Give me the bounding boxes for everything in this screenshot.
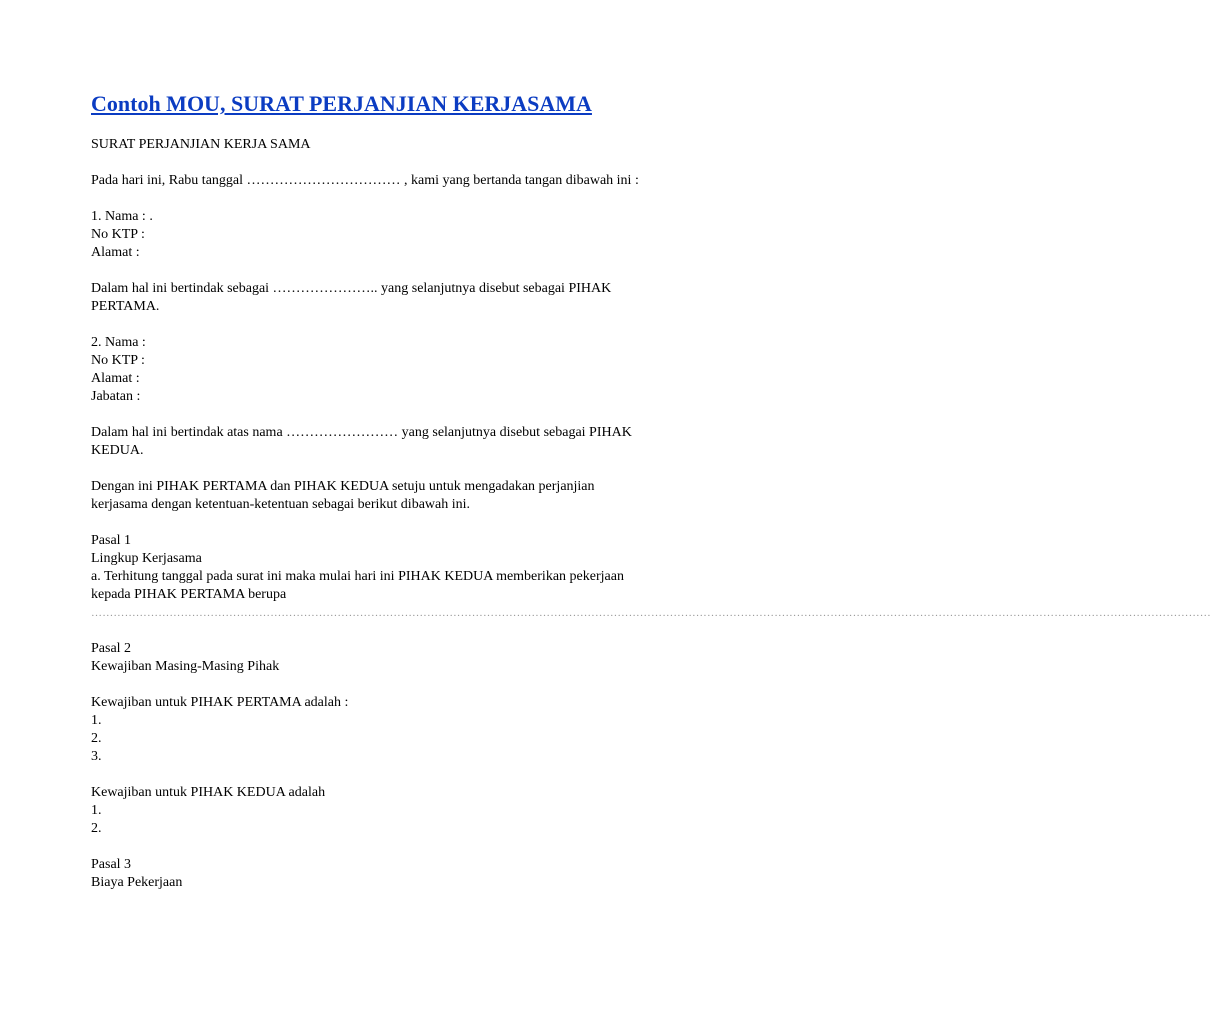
spacer [91, 622, 691, 640]
pasal-3-label: Pasal 3 [91, 857, 132, 872]
party-one-alamat: Alamat : [91, 245, 140, 260]
party-two-statement-line1: Dalam hal ini bertindak atas nama …………………… yang selanjutnya disebut sebagai PIHAK [91, 425, 632, 440]
pasal-1-dots: ………………………………………………………………………………………………………………………………………………………………………………………………………………………………………………………………………… [91, 607, 1211, 619]
party-one-ktp: No KTP : [91, 227, 145, 242]
party-two-alamat: Alamat : [91, 371, 140, 386]
agreement-line2: kerjasama dengan ketentuan-ketentuan sebagai berikut dibawah ini. [91, 497, 471, 512]
pasal-2-pertama-item: 1. [91, 713, 102, 728]
pasal-2-section [91, 640, 691, 838]
pasal-2-pertama-item: 2. [91, 731, 102, 746]
party-one-nama: 1. Nama : . [91, 209, 153, 224]
pasal-2-kedua-item: 1. [91, 803, 102, 818]
pasal-3-section [91, 856, 691, 892]
spacer [91, 460, 691, 478]
spacer [91, 766, 691, 784]
party-two-jabatan: Jabatan : [91, 389, 141, 404]
pasal-2-kedua-heading: Kewajiban untuk PIHAK KEDUA adalah [91, 785, 326, 800]
pasal-1-item-a-line2: kepada PIHAK PERTAMA berupa [91, 587, 287, 602]
spacer [91, 676, 691, 694]
party-two-nama: 2. Nama : [91, 335, 146, 350]
spacer [91, 190, 691, 208]
pasal-3-title: Biaya Pekerjaan [91, 875, 183, 890]
party-one-block [91, 208, 691, 262]
spacer [91, 154, 691, 172]
party-two-statement-line2: KEDUA. [91, 443, 144, 458]
intro-text: Pada hari ini, Rabu tanggal …………………………… , kami yang bertanda tangan dibawah ini : [91, 173, 639, 188]
pasal-2-kedua-item: 2. [91, 821, 102, 836]
spacer [91, 514, 691, 532]
pasal-2-pertama-heading: Kewajiban untuk PIHAK PERTAMA adalah : [91, 695, 349, 710]
pasal-1-title: Lingkup Kerjasama [91, 551, 202, 566]
spacer [91, 316, 691, 334]
party-one-statement-line2: PERTAMA. [91, 299, 160, 314]
spacer [91, 406, 691, 424]
pasal-2-label: Pasal 2 [91, 641, 132, 656]
pasal-2-pertama-item: 3. [91, 749, 102, 764]
spacer [91, 838, 691, 856]
spacer [91, 262, 691, 280]
agreement-line1: Dengan ini PIHAK PERTAMA dan PIHAK KEDUA setuju untuk mengadakan perjanjian [91, 479, 595, 494]
document-heading: SURAT PERJANJIAN KERJA SAMA [91, 137, 311, 152]
pasal-1-label: Pasal 1 [91, 533, 132, 548]
party-two-block [91, 334, 691, 406]
document-page [91, 90, 1211, 892]
pasal-1-item-a-line1: a. Terhitung tanggal pada surat ini maka mulai hari ini PIHAK KEDUA memberikan pekerjaan [91, 569, 624, 584]
document-title-link[interactable]: Contoh MOU, SURAT PERJANJIAN KERJASAMA [91, 91, 592, 116]
party-two-ktp: No KTP : [91, 353, 145, 368]
party-one-statement-line1: Dalam hal ini bertindak sebagai ………………….. yang selanjutnya disebut sebagai PIHAK [91, 281, 612, 296]
pasal-2-title: Kewajiban Masing-Masing Pihak [91, 659, 280, 674]
pasal-1-section [91, 532, 1211, 622]
